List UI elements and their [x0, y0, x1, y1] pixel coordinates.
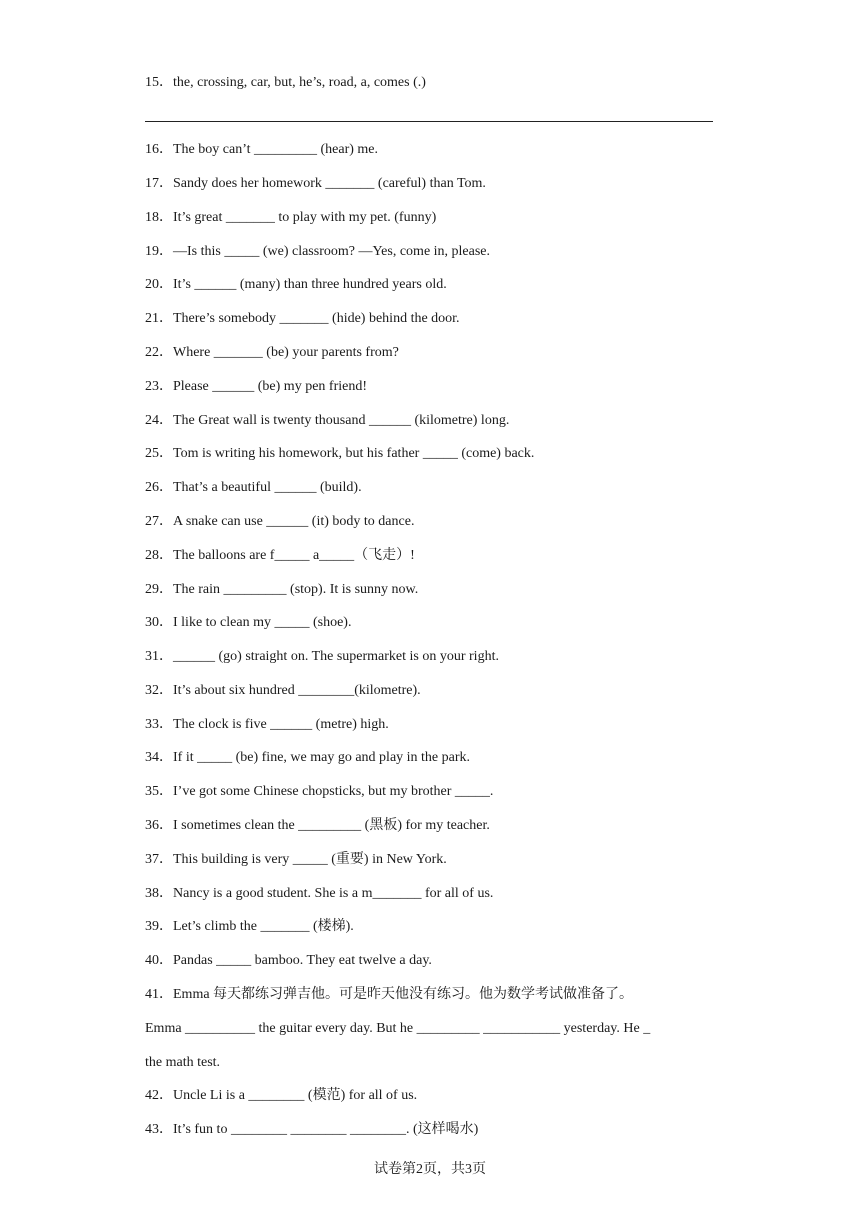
- question-number: 37．: [145, 852, 173, 867]
- question-number: 43．: [145, 1122, 173, 1137]
- question-number: 32．: [145, 683, 173, 698]
- question-34: [145, 748, 725, 768]
- question-text: the, crossing, car, but, he’s, road, a, comes (.): [173, 75, 426, 90]
- question-text: It’s ______ (many) than three hundred years old.: [173, 277, 447, 292]
- question-21: [145, 309, 725, 329]
- question-number: 16．: [145, 142, 173, 157]
- question-40: [145, 951, 725, 971]
- question-text: I sometimes clean the _________ (黑板) for my teacher.: [173, 818, 490, 833]
- page-footer: 试卷第2页，共3页: [374, 1162, 486, 1177]
- question-number: 19．: [145, 244, 173, 259]
- question-number: 41．: [145, 987, 173, 1002]
- question-number: 28．: [145, 548, 173, 563]
- question-27: [145, 512, 725, 532]
- question-number: 31．: [145, 649, 173, 664]
- question-text: It’s about six hundred ________(kilometre).: [173, 683, 421, 698]
- question-number: 21．: [145, 311, 173, 326]
- question-number: 26．: [145, 480, 173, 495]
- question-32: [145, 681, 725, 701]
- question-28: [145, 546, 725, 566]
- question-text: I like to clean my _____ (shoe).: [173, 615, 352, 630]
- question-number: 18．: [145, 210, 173, 225]
- question-number: 20．: [145, 277, 173, 292]
- question-41-line-2: [145, 1019, 725, 1039]
- question-text: Emma __________ the guitar every day. But he _________ ___________ yesterday. He _: [145, 1021, 651, 1036]
- question-text: The Great wall is twenty thousand ______ (kilometre) long.: [173, 413, 510, 428]
- question-31: [145, 647, 725, 667]
- question-number: 27．: [145, 514, 173, 529]
- question-number: 17．: [145, 176, 173, 191]
- question-text: Nancy is a good student. She is a m_______ for all of us.: [173, 886, 494, 901]
- question-41: [145, 985, 725, 1005]
- question-37: [145, 850, 725, 870]
- question-text: Emma 每天都练习弹吉他。可是昨天他没有练习。他为数学考试做准备了。: [173, 987, 634, 1002]
- question-text: This building is very _____ (重要) in New York.: [173, 852, 447, 867]
- question-text: It’s fun to ________ ________ ________. (这样喝水): [173, 1122, 479, 1137]
- question-text: The clock is five ______ (metre) high.: [173, 717, 389, 732]
- question-number: 36．: [145, 818, 173, 833]
- question-26: [145, 478, 725, 498]
- question-text: If it _____ (be) fine, we may go and play in the park.: [173, 750, 471, 765]
- question-16: [145, 140, 725, 160]
- question-41-line-3: [145, 1053, 725, 1073]
- question-text: —Is this _____ (we) classroom? —Yes, come in, please.: [173, 244, 491, 259]
- answer-line: [145, 121, 713, 122]
- question-39: [145, 917, 725, 937]
- question-43: [145, 1120, 725, 1140]
- question-number: 35．: [145, 784, 173, 799]
- question-text: I’ve got some Chinese chopsticks, but my brother _____.: [173, 784, 494, 799]
- question-text: The boy can’t _________ (hear) me.: [173, 142, 379, 157]
- question-25: [145, 444, 725, 464]
- question-number: 25．: [145, 446, 173, 461]
- question-number: 34．: [145, 750, 173, 765]
- question-text: A snake can use ______ (it) body to dance.: [173, 514, 415, 529]
- question-33: [145, 715, 725, 735]
- question-number: 42．: [145, 1088, 173, 1103]
- question-text: Tom is writing his homework, but his father _____ (come) back.: [173, 446, 535, 461]
- question-number: 39．: [145, 919, 173, 934]
- question-number: 38．: [145, 886, 173, 901]
- question-text: The rain _________ (stop). It is sunny now.: [173, 582, 419, 597]
- question-number: 29．: [145, 582, 173, 597]
- question-text: Sandy does her homework _______ (careful) than Tom.: [173, 176, 486, 191]
- question-38: [145, 884, 725, 904]
- question-number: 23．: [145, 379, 173, 394]
- question-number: 24．: [145, 413, 173, 428]
- question-text: The balloons are f_____ a_____（飞走）!: [173, 548, 415, 563]
- question-text: ______ (go) straight on. The supermarket is on your right.: [173, 649, 499, 664]
- question-number: 30．: [145, 615, 173, 630]
- question-text: Please ______ (be) my pen friend!: [173, 379, 367, 394]
- question-36: [145, 816, 725, 836]
- question-text: It’s great _______ to play with my pet. (funny): [173, 210, 437, 225]
- question-42: [145, 1086, 725, 1106]
- question-23: [145, 377, 725, 397]
- question-number: 40．: [145, 953, 173, 968]
- question-text: Pandas _____ bamboo. They eat twelve a day.: [173, 953, 432, 968]
- question-24: [145, 411, 725, 431]
- question-text: There’s somebody _______ (hide) behind the door.: [173, 311, 460, 326]
- question-number: 15．: [145, 75, 173, 90]
- question-20: [145, 275, 725, 295]
- question-text: Let’s climb the _______ (楼梯).: [173, 919, 354, 934]
- question-text: the math test.: [145, 1055, 221, 1070]
- question-17: [145, 174, 725, 194]
- question-number: 22．: [145, 345, 173, 360]
- question-22: [145, 343, 725, 363]
- question-number: 33．: [145, 717, 173, 732]
- question-30: [145, 613, 725, 633]
- question-18: [145, 208, 725, 228]
- question-text: Where _______ (be) your parents from?: [173, 345, 399, 360]
- question-35: [145, 782, 725, 802]
- question-text: Uncle Li is a ________ (模范) for all of us.: [173, 1088, 418, 1103]
- question-text: That’s a beautiful ______ (build).: [173, 480, 362, 495]
- question-19: [145, 242, 725, 262]
- question-29: [145, 580, 725, 600]
- question-15: [145, 73, 725, 93]
